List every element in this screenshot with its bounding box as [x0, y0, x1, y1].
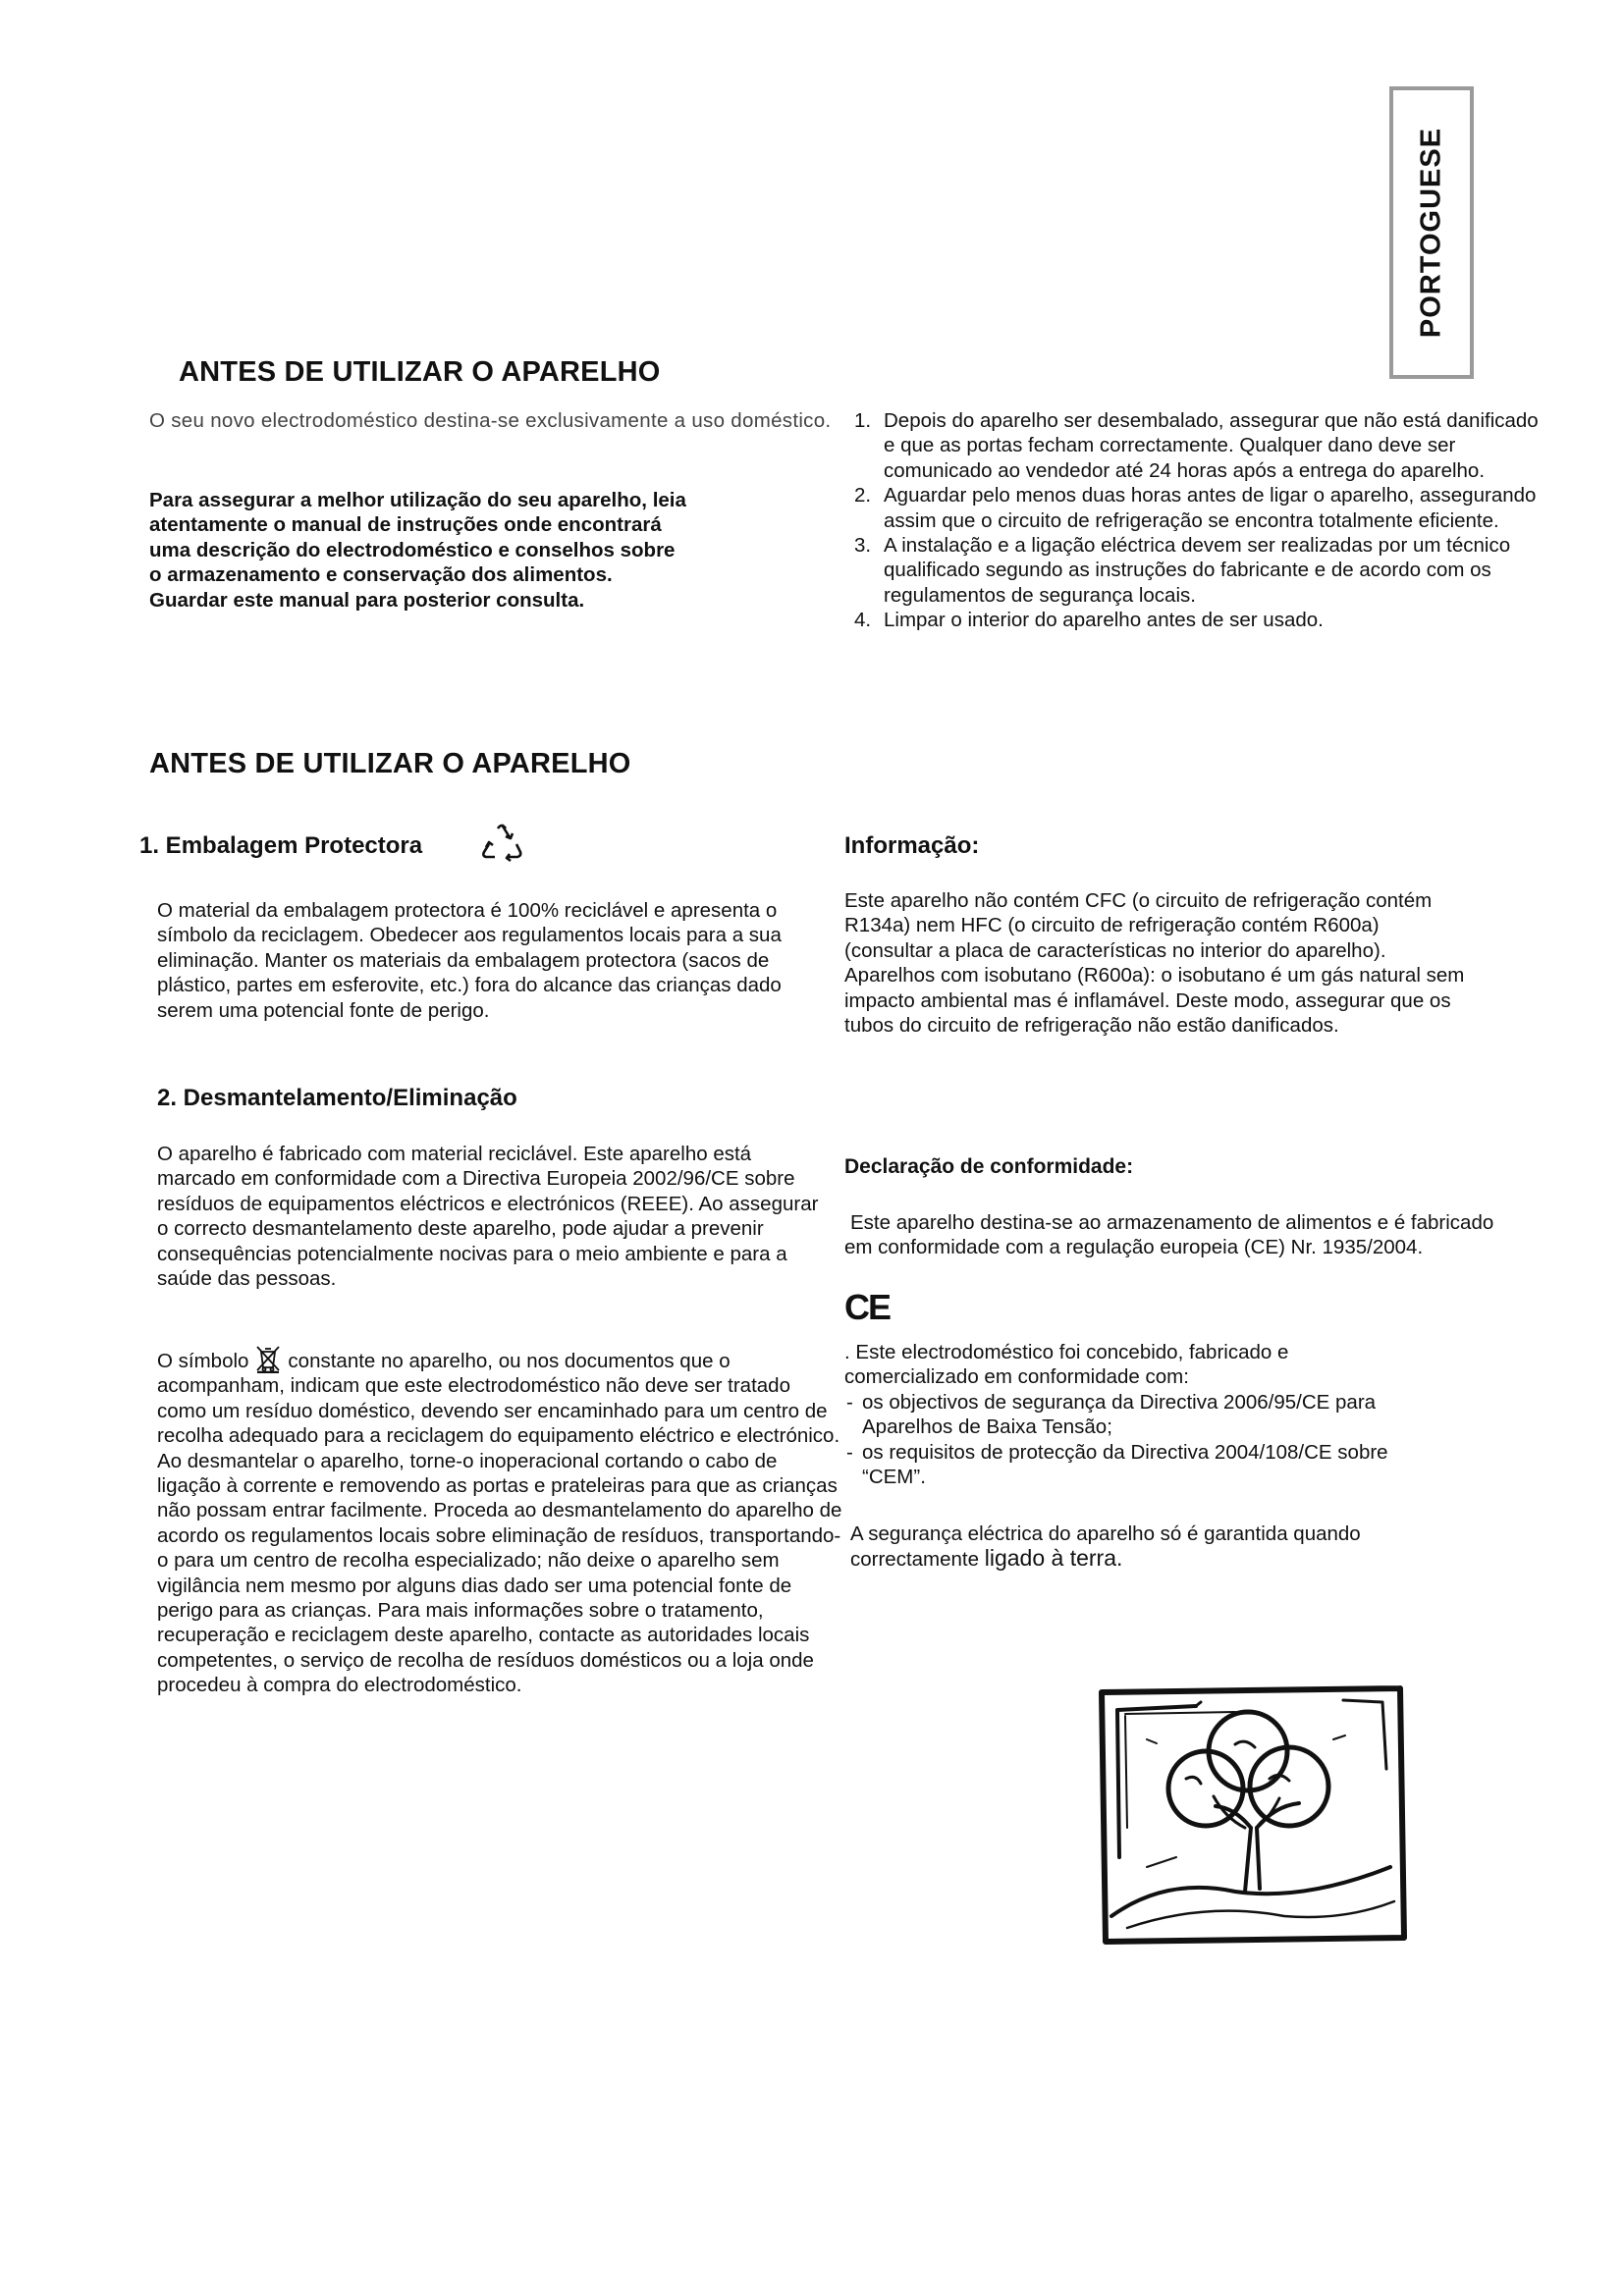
step-number: 1.: [854, 409, 872, 432]
info-text: Este aparelho não contém CFC (o circuito de refrigeração contém R134a) nem HFC (o circuito de refrigeração contém R600a) (consultar a placa de características no interior do aparelho). Aparelhos com isobutano (R600a): o isobutano é um gás natural sem impacto ambiental mas é inflamável. Deste modo, assegurar que os tubos do circuito de refrigeração não estão danificados.: [844, 889, 1465, 1038]
list-item: - os requisitos de protecção da Directiva 2004/108/CE sobre “CEM”.: [844, 1440, 1434, 1490]
section1-steps: [854, 408, 1542, 633]
packaging-text: O material da embalagem protectora é 100% reciclável e apresenta o símbolo da reciclagem. Obedecer aos regulamentos locais para a sua eliminação. Manter os materiais da embalagem protectora (sacos de plástico, partes em esferovite, etc.) fora do alcance das crianças dado serem uma potencial fonte de perigo.: [157, 899, 782, 1022]
safety-text-b: ligado à terra.: [984, 1545, 1123, 1572]
packaging-title: 1. Embalagem Protectora: [139, 832, 423, 859]
safety-text: [850, 1522, 1479, 1573]
bold-line: Para assegurar a melhor utilização do seu aparelho, leia: [149, 489, 686, 511]
section1-title: ANTES DE UTILIZAR O APARELHO: [179, 356, 661, 388]
section1-bold-block: [149, 488, 837, 613]
bold-line: Guardar este manual para posterior consulta.: [149, 588, 585, 612]
disposal-text1: O aparelho é fabricado com material reciclável. Este aparelho está marcado em conformidade com a Directiva Europeia 2002/96/CE sobre resíduos de equipamentos eléctricos e electrónicos (REEE). Ao assegurar o correcto desmantelamento deste aparelho, pode ajudar a prevenir consequências potencialmente nocivas para o meio ambiente e para a saúde das pessoas.: [157, 1143, 819, 1291]
conformity-title: Declaração de conformidade:: [844, 1155, 1134, 1178]
step-text: A instalação e a ligação eléctrica devem ser realizadas por um técnico qualificado segundo as instruções do fabricante e de acordo com os regulamentos de segurança locais.: [884, 534, 1511, 607]
disposal-title: 2. Desmantelamento/Eliminação: [157, 1085, 517, 1111]
step-number: 3.: [854, 534, 872, 558]
step-text: Aguardar pelo menos duas horas antes de ligar o aparelho, assegurando assim que o circuito de refrigeração se encontra totalmente eficiente.: [884, 484, 1537, 532]
ce-mark: CE: [844, 1287, 891, 1327]
step-text: Limpar o interior do aparelho antes de ser usado.: [884, 609, 1324, 632]
disposal-text2: [157, 1344, 844, 1698]
section1-intro: O seu novo electrodoméstico destina-se exclusivamente a uso doméstico.: [149, 409, 832, 432]
safety-text-a: A segurança eléctrica do aparelho só é garantida quando correctamente: [850, 1522, 1361, 1572]
language-tab: [1389, 86, 1474, 379]
bold-line: uma descrição do electrodoméstico e conselhos sobre: [149, 538, 676, 561]
disposal-text2-after: constante no aparelho, ou nos documentos que o acompanham, indicam que este electrodoméstico não deve ser tratado como um resíduo doméstico, devendo ser encaminhado para um centro de recolha adequado para a reciclagem do equipamento eléctrico e electrónico. Ao desmantelar o aparelho, torne-o inoperacional cortando o cabo de ligação à corrente e removendo as portas e prateleiras para que as crianças não possam entrar facilmente. Proceda ao desmantelamento do aparelho de acordo os regulamentos locais sobre eliminação de resíduos, transportando-o para um centro de recolha especializado; não deixe o aparelho sem vigilância nem mesmo por alguns dias dado ser uma potencial fonte de perigo para as crianças. Para mais informações sobre o tratamento, recuperação e reciclagem deste aparelho, contacte as autoridades locais competentes, o serviço de recolha de resíduos domésticos ou a loja onde procedeu à compra do electrodoméstico.: [157, 1350, 842, 1697]
crossed-bin-icon: [254, 1344, 282, 1373]
list-item: - os objectivos de segurança da Directiva 2006/95/CE para Aparelhos de Baixa Tensão;: [844, 1390, 1434, 1440]
step-number: 2.: [854, 484, 872, 507]
bold-line: o armazenamento e conservação dos alimentos.: [149, 563, 613, 587]
step-text: Depois do aparelho ser desembalado, assegurar que não está danificado e que as portas fecham correctamente. Qualquer dano deve ser comunicado ao vendedor até 24 horas após a entrega do aparelho.: [884, 409, 1539, 482]
bold-line: atentamente o manual de instruções onde encontrará: [149, 513, 662, 537]
conformity-text: Este aparelho destina-se ao armazenamento de alimentos e é fabricado em conformidade com a regulação europeia (CE) Nr. 1935/2004.: [844, 1211, 1494, 1259]
disposal-text2-before: O símbolo: [157, 1350, 249, 1372]
language-tab-label: PORTOGUESE: [1415, 127, 1447, 339]
conformity-list: [844, 1390, 1434, 1490]
step-item: [854, 408, 1542, 483]
recycle-icon: [479, 821, 524, 866]
conformity-designed: . Este electrodoméstico foi concebido, fabricado e comercializado em conformidade com:: [844, 1341, 1289, 1389]
step-item: [854, 533, 1542, 608]
step-number: 4.: [854, 609, 872, 632]
step-item: [854, 608, 1542, 632]
info-title: Informação:: [844, 832, 980, 859]
step-item: [854, 483, 1542, 533]
section2-title: ANTES DE UTILIZAR O APARELHO: [149, 748, 631, 779]
environment-tree-icon: [1088, 1681, 1416, 1948]
